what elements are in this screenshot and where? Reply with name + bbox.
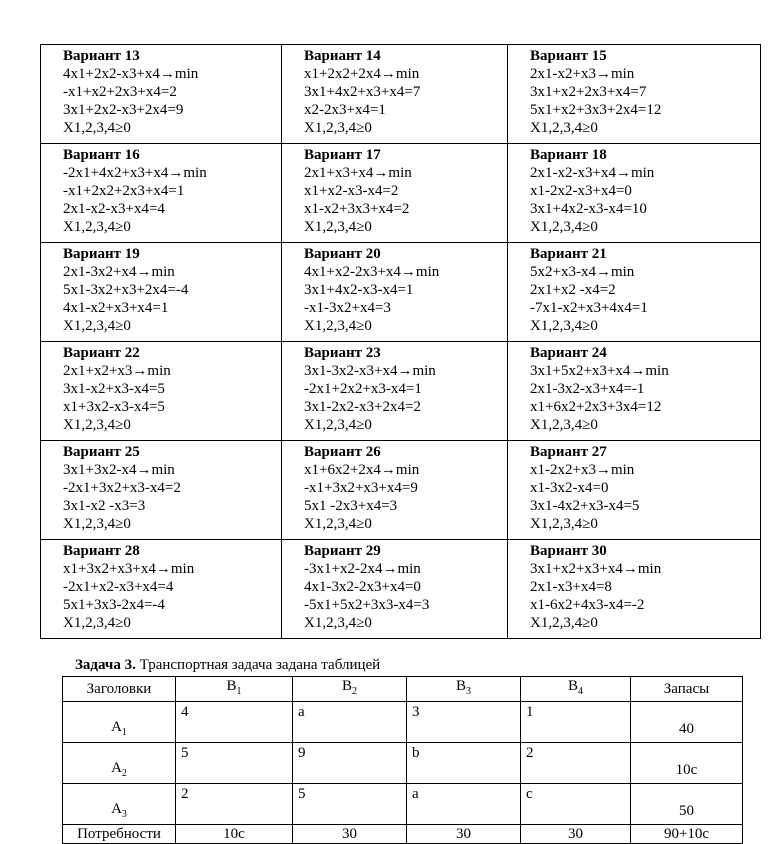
constraint-2: 3x1-x2 -x3=3 [63,498,146,514]
constraint-1: -x1+3x2+x3+x4=9 [304,480,418,496]
supplier-row [63,743,743,784]
nonnegativity-condition: X1,2,3,4≥0 [530,120,598,136]
constraint-2: x1+6x2+2x3+3x4=12 [530,399,662,415]
constraint-1: x1-3x2-x4=0 [530,480,609,496]
demand-label: Потребности [63,825,176,844]
constraint-2: 5x1+3x3-2x4=-4 [63,597,165,613]
cost-cell: 5 [293,784,407,825]
supplier-name: $A_1$ [63,702,176,743]
demand-cell: 30 [521,825,631,844]
cost-cell: 2 [521,743,631,784]
variant-cell [508,243,761,342]
variants-row [41,144,761,243]
variant-title: Вариант 25 [63,444,140,460]
variant-title: Вариант 24 [530,345,607,361]
variants-row [41,441,761,540]
objective-function: 3x1+5x2+x3+x4→min [530,363,669,379]
nonnegativity-condition: X1,2,3,4≥0 [63,417,131,433]
constraint-2: x1+3x2-x3-x4=5 [63,399,165,415]
constraint-1: 5x1-3x2+x3+2x4=-4 [63,282,189,298]
cost-cell: a [293,702,407,743]
constraint-1: 2x1-3x2-x3+x4=-1 [530,381,645,397]
variant-title: Вариант 30 [530,543,607,559]
header-row [63,677,743,702]
variant-title: Вариант 14 [304,48,381,64]
objective-function: 2x1-x2-x3+x4→min [530,165,655,181]
cost-cell: a [407,784,521,825]
objective-function: -3x1+x2-2x4→min [304,561,421,577]
constraint-1: 3x1+4x2+x3+x4=7 [304,84,421,100]
variant-title: Вариант 20 [304,246,381,262]
variant-cell [41,45,282,144]
nonnegativity-condition: X1,2,3,4≥0 [530,615,598,631]
nonnegativity-condition: X1,2,3,4≥0 [304,417,372,433]
nonnegativity-condition: X1,2,3,4≥0 [63,615,131,631]
constraint-1: x1+x2-x3-x4=2 [304,183,399,199]
supplier-name: $A_3$ [63,784,176,825]
cost-cell: 4 [176,702,293,743]
variant-cell [282,243,508,342]
column-header: Заголовки [63,677,176,702]
nonnegativity-condition: X1,2,3,4≥0 [530,516,598,532]
variant-title: Вариант 18 [530,147,607,163]
variant-cell [282,144,508,243]
constraint-2: 4x1-x2+x3+x4=1 [63,300,169,316]
variant-cell [41,441,282,540]
variant-title: Вариант 15 [530,48,607,64]
variant-title: Вариант 17 [304,147,381,163]
variant-cell [508,540,761,639]
constraint-1: 3x1-x2+x3-x4=5 [63,381,165,397]
variant-title: Вариант 16 [63,147,140,163]
nonnegativity-condition: X1,2,3,4≥0 [530,318,598,334]
demand-cell: 30 [293,825,407,844]
variant-title: Вариант 23 [304,345,381,361]
constraint-1: -2x1+2x2+x3-x4=1 [304,381,422,397]
variant-title: Вариант 29 [304,543,381,559]
constraint-2: 3x1-4x2+x3-x4=5 [530,498,640,514]
constraint-1: 2x1-x3+x4=8 [530,579,612,595]
task3-title [75,657,380,674]
demand-cell: 10c [176,825,293,844]
variant-title: Вариант 22 [63,345,140,361]
constraint-2: 5x1 -2x3+x4=3 [304,498,398,514]
objective-function: -2x1+4x2+x3+x4→min [63,165,207,181]
variant-title: Вариант 26 [304,444,381,460]
constraint-1: x1-2x2-x3+x4=0 [530,183,632,199]
nonnegativity-condition: X1,2,3,4≥0 [63,120,131,136]
objective-function: 5x2+x3-x4→min [530,264,635,280]
variant-cell [508,45,761,144]
constraint-2: -x1-3x2+x4=3 [304,300,391,316]
constraint-1: -2x1+3x2+x3-x4=2 [63,480,181,496]
constraint-1: -2x1+x2-x3+x4=4 [63,579,174,595]
variant-cell [41,540,282,639]
variant-title: Вариант 28 [63,543,140,559]
variant-cell [282,441,508,540]
objective-function: 3x1-3x2-x3+x4→min [304,363,436,379]
column-header: $B_2$ [293,677,407,702]
constraint-1: 3x1+x2+2x3+x4=7 [530,84,647,100]
constraint-1: 3x1+4x2-x3-x4=1 [304,282,414,298]
objective-function: 3x1+x2+x3+x4→min [530,561,662,577]
variant-title: Вариант 21 [530,246,607,262]
variants-row [41,243,761,342]
constraint-1: 2x1+x2 -x4=2 [530,282,616,298]
column-header: $B_1$ [176,677,293,702]
variant-cell [41,243,282,342]
supply-cell: 50 [631,784,743,825]
constraint-1: -x1+x2+2x3+x4=2 [63,84,177,100]
objective-function: 4x1+2x2-x3+x4→min [63,66,199,82]
nonnegativity-condition: X1,2,3,4≥0 [304,318,372,334]
variant-cell [508,144,761,243]
nonnegativity-condition: X1,2,3,4≥0 [304,219,372,235]
constraint-1: 4x1-3x2-2x3+x4=0 [304,579,421,595]
variant-title: Вариант 19 [63,246,140,262]
nonnegativity-condition: X1,2,3,4≥0 [530,219,598,235]
objective-function: x1+3x2+x3+x4→min [63,561,195,577]
cost-cell: 3 [407,702,521,743]
nonnegativity-condition: X1,2,3,4≥0 [304,615,372,631]
objective-function: 3x1+3x2-x4→min [63,462,175,478]
demand-cell: 30 [407,825,521,844]
constraint-2: 2x1-x2-x3+x4=4 [63,201,165,217]
column-header: Запасы [631,677,743,702]
constraint-2: 3x1+4x2-x3-x4=10 [530,201,647,217]
supply-cell: 40 [631,702,743,743]
variant-cell [41,342,282,441]
task3-text: Транспортная задача задана таблицей [135,657,381,673]
constraint-2: 5x1+x2+3x3+2x4=12 [530,102,662,118]
supplier-row [63,784,743,825]
nonnegativity-condition: X1,2,3,4≥0 [304,516,372,532]
variants-table [40,44,761,639]
nonnegativity-condition: X1,2,3,4≥0 [63,318,131,334]
task3-label: Задача 3. [75,657,136,673]
constraint-1: -x1+2x2+2x3+x4=1 [63,183,185,199]
variant-title: Вариант 27 [530,444,607,460]
variant-cell [508,441,761,540]
objective-function: 2x1+x3+x4→min [304,165,412,181]
objective-function: x1-2x2+x3→min [530,462,635,478]
variant-cell [282,342,508,441]
cost-cell: c [521,784,631,825]
nonnegativity-condition: X1,2,3,4≥0 [63,516,131,532]
variant-cell [508,342,761,441]
cost-cell: 1 [521,702,631,743]
cost-cell: 9 [293,743,407,784]
variant-cell [282,540,508,639]
transport-table [62,676,743,844]
nonnegativity-condition: X1,2,3,4≥0 [530,417,598,433]
objective-function: 4x1+x2-2x3+x4→min [304,264,440,280]
cost-cell: b [407,743,521,784]
objective-function: 2x1-3x2+x4→min [63,264,175,280]
supplier-name: $A_2$ [63,743,176,784]
objective-function: x1+2x2+2x4→min [304,66,420,82]
constraint-2: x1-6x2+4x3-x4=-2 [530,597,645,613]
demand-total: 90+10c [631,825,743,844]
nonnegativity-condition: X1,2,3,4≥0 [304,120,372,136]
column-header: $B_4$ [521,677,631,702]
objective-function: 2x1-x2+x3→min [530,66,635,82]
constraint-2: 3x1+2x2-x3+2x4=9 [63,102,184,118]
demand-row [63,825,743,844]
objective-function: x1+6x2+2x4→min [304,462,420,478]
variants-row [41,540,761,639]
constraint-2: -7x1-x2+x3+4x4=1 [530,300,648,316]
variant-cell [282,45,508,144]
nonnegativity-condition: X1,2,3,4≥0 [63,219,131,235]
cost-cell: 2 [176,784,293,825]
constraint-2: -5x1+5x2+3x3-x4=3 [304,597,430,613]
variant-cell [41,144,282,243]
supply-cell: 10c [631,743,743,784]
variant-title: Вариант 13 [63,48,140,64]
constraint-2: x1-x2+3x3+x4=2 [304,201,410,217]
constraint-2: x2-2x3+x4=1 [304,102,386,118]
variants-row [41,45,761,144]
column-header: $B_3$ [407,677,521,702]
constraint-2: 3x1-2x2-x3+2x4=2 [304,399,421,415]
objective-function: 2x1+x2+x3→min [63,363,171,379]
variants-row [41,342,761,441]
cost-cell: 5 [176,743,293,784]
supplier-row [63,702,743,743]
